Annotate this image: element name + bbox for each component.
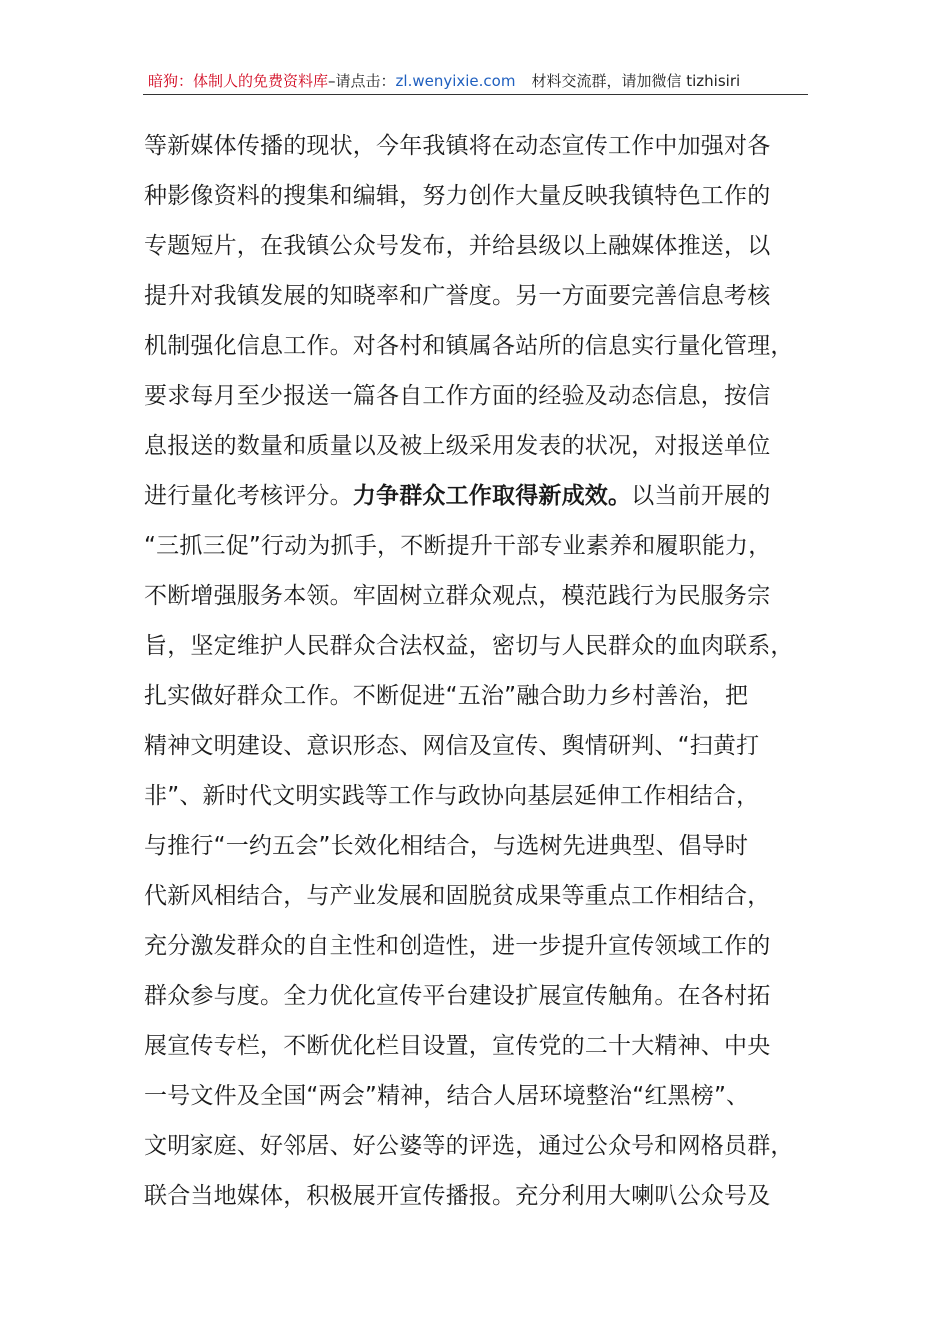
body-line: 文明家庭、好邻居、好公婆等的评选，通过公众号和网格员群， <box>144 1133 794 1159</box>
section-heading-bold: 力争群众工作取得新成效。 <box>352 483 632 509</box>
body-line: 精神文明建设、意识形态、网信及宣传、舆情研判、“扫黄打 <box>144 733 760 759</box>
body-line-segment: 以当前开展的 <box>631 483 771 509</box>
body-line: 充分激发群众的自主性和创造性，进一步提升宣传领域工作的 <box>144 933 771 959</box>
body-line: 要求每月至少报送一篇各自工作方面的经验及动态信息，按信 <box>144 383 771 409</box>
body-line: 群众参与度。全力优化宣传平台建设扩展宣传触角。在各村拓 <box>144 983 771 1009</box>
document-body <box>144 121 804 1221</box>
body-line: 联合当地媒体，积极展开宣传播报。充分利用大喇叭公众号及 <box>144 1183 771 1209</box>
body-line: 展宣传专栏，不断优化栏目设置，宣传党的二十大精神、中央 <box>144 1033 771 1059</box>
page-header <box>148 70 808 96</box>
body-line: “三抓三促”行动为抓手，不断提升干部专业素养和履职能力， <box>144 533 772 559</box>
body-line: 专题短片，在我镇公众号发布，并给县级以上融媒体推送，以 <box>144 233 771 259</box>
body-line-mixed <box>144 471 804 521</box>
body-line: 机制强化信息工作。对各村和镇属各站所的信息实行量化管理， <box>144 333 794 359</box>
header-site-label: 暗狗：体制人的免费资料库 <box>148 72 329 90</box>
body-line: 旨，坚定维护人民群众合法权益，密切与人民群众的血肉联系， <box>144 633 794 659</box>
body-line: 非”、新时代文明实践等工作与政协向基层延伸工作相结合， <box>144 783 760 809</box>
body-line: 等新媒体传播的现状，今年我镇将在动态宣传工作中加强对各 <box>144 133 771 159</box>
header-divider <box>143 94 808 95</box>
header-contact: 材料交流群，请加微信 tizhisiri <box>531 72 741 90</box>
header-click-label: –请点击： <box>328 72 396 90</box>
body-line: 一号文件及全国“两会”精神，结合人居环境整治“红黑榜”、 <box>144 1083 750 1109</box>
body-line-segment: 进行量化考核评分。 <box>144 483 353 509</box>
body-line: 扎实做好群众工作。不断促进“五治”融合助力乡村善治，把 <box>144 683 749 709</box>
body-line: 不断增强服务本领。牢固树立群众观点，模范践行为民服务宗 <box>144 583 771 609</box>
body-line: 代新风相结合，与产业发展和固脱贫成果等重点工作相结合， <box>144 883 771 909</box>
body-line: 种影像资料的搜集和编辑，努力创作大量反映我镇特色工作的 <box>144 183 771 209</box>
body-line: 与推行“一约五会”长效化相结合，与选树先进典型、倡导时 <box>144 833 749 859</box>
body-line: 息报送的数量和质量以及被上级采用发表的状况，对报送单位 <box>144 433 771 459</box>
body-line: 提升对我镇发展的知晓率和广誉度。另一方面要完善信息考核 <box>144 283 771 309</box>
header-url-link[interactable]: zl.wenyixie.com <box>395 72 516 90</box>
